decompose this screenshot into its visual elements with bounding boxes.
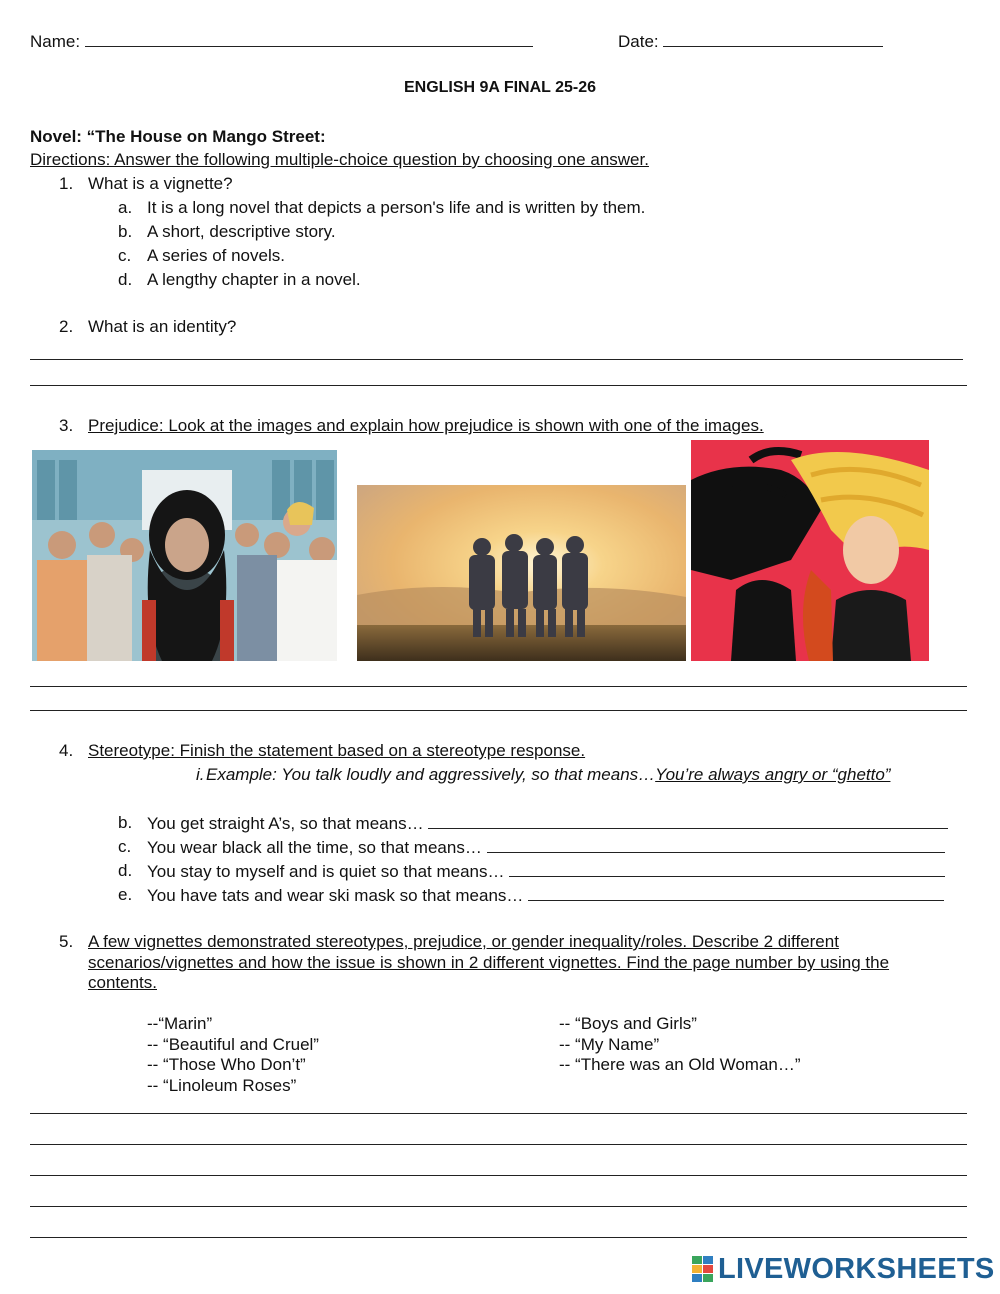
date-field <box>618 31 883 52</box>
q3-text: Prejudice: Look at the images and explain how prejudice is shown with one of the images. <box>88 416 764 435</box>
vignette-item: -- “Linoleum Roses” <box>147 1076 297 1095</box>
q4-item-c <box>147 837 945 858</box>
q4-item-e-answer-line[interactable] <box>528 885 944 901</box>
q5-text-line3: contents. <box>88 973 157 992</box>
vignette-item: -- “Those Who Don’t” <box>147 1055 306 1074</box>
q1-option-letter: a. <box>118 198 133 217</box>
q2-answer-line[interactable] <box>30 359 963 360</box>
q1-option-letter: d. <box>118 270 133 289</box>
q4-example-marker: i. <box>196 765 205 784</box>
vignette-item: --“Marin” <box>147 1014 213 1033</box>
q4-item-d <box>147 861 945 882</box>
q5-answer-line[interactable] <box>30 1144 967 1145</box>
q1-option-d[interactable]: A lengthy chapter in a novel. <box>147 270 361 289</box>
q3-answer-line[interactable] <box>30 686 967 687</box>
q1-number: 1. <box>59 174 74 193</box>
q4-item-e-text: You have tats and wear ski mask so that means… <box>147 886 524 905</box>
date-input-line[interactable] <box>663 31 883 47</box>
novel-heading: Novel: “The House on Mango Street: <box>30 127 326 146</box>
q4-example-text: Example: You talk loudly and aggressively, so that means… <box>206 765 656 784</box>
q4-item-b-answer-line[interactable] <box>428 813 948 829</box>
hijab-student-illustration <box>32 450 337 661</box>
vignette-item: -- “My Name” <box>559 1035 660 1054</box>
q2-text: What is an identity? <box>88 317 237 336</box>
q4-item-c-text: You wear black all the time, so that means… <box>147 838 482 857</box>
q1-option-letter: b. <box>118 222 133 241</box>
q5-answer-line[interactable] <box>30 1175 967 1176</box>
q4-item-letter: b. <box>118 813 133 832</box>
q1-text: What is a vignette? <box>88 174 233 193</box>
q4-item-d-text: You stay to myself and is quiet so that means… <box>147 862 505 881</box>
q4-item-b <box>147 813 948 834</box>
vignette-item: -- “Boys and Girls” <box>559 1014 697 1033</box>
q5-answer-line[interactable] <box>30 1206 967 1207</box>
vignette-item: -- “Beautiful and Cruel” <box>147 1035 319 1054</box>
name-field <box>30 31 533 52</box>
q1-option-letter: c. <box>118 246 132 265</box>
liveworksheets-blocks-icon <box>692 1256 714 1282</box>
name-input-line[interactable] <box>85 31 533 47</box>
q3-answer-line[interactable] <box>30 710 967 711</box>
q3-number: 3. <box>59 416 74 435</box>
q4-item-c-answer-line[interactable] <box>487 837 945 853</box>
q4-item-d-answer-line[interactable] <box>509 861 945 877</box>
q4-example <box>206 765 890 785</box>
q5-text-line1: A few vignettes demonstrated stereotypes, prejudice, or gender inequality/roles. Describe 2 different <box>88 932 839 951</box>
q4-item-e <box>147 885 944 906</box>
q1-option-b[interactable]: A short, descriptive story. <box>147 222 336 241</box>
q2-answer-line[interactable] <box>30 385 967 386</box>
q5-answer-line[interactable] <box>30 1113 967 1114</box>
directions-text: Directions: Answer the following multiple-choice question by choosing one answer. <box>30 150 649 169</box>
q4-text: Stereotype: Finish the statement based on a stereotype response. <box>88 741 586 760</box>
q5-text-line2: scenarios/vignettes and how the issue is shown in 2 different vignettes. Find the page number by using the <box>88 953 890 972</box>
q5-number: 5. <box>59 932 74 951</box>
q2-number: 2. <box>59 317 74 336</box>
vignette-item: -- “There was an Old Woman…” <box>559 1055 801 1074</box>
q4-item-letter: e. <box>118 885 133 904</box>
two-girls-illustration <box>691 440 929 661</box>
liveworksheets-logo <box>692 1254 995 1284</box>
q1-option-a[interactable]: It is a long novel that depicts a person's life and is written by them. <box>147 198 646 217</box>
liveworksheets-wordmark: LIVEWORKSHEETS <box>718 1252 995 1285</box>
friends-sunset-photo <box>357 485 686 661</box>
q4-number: 4. <box>59 741 74 760</box>
page-title: ENGLISH 9A FINAL 25-26 <box>403 79 597 96</box>
q5-answer-line[interactable] <box>30 1237 967 1238</box>
q4-item-letter: d. <box>118 861 133 880</box>
date-label: Date: <box>618 32 659 51</box>
q1-option-c[interactable]: A series of novels. <box>147 246 285 265</box>
q4-example-answer: You’re always angry or “ghetto” <box>655 765 891 784</box>
name-label: Name: <box>30 32 81 51</box>
q4-item-letter: c. <box>118 837 132 856</box>
q4-item-b-text: You get straight A’s, so that means… <box>147 814 424 833</box>
